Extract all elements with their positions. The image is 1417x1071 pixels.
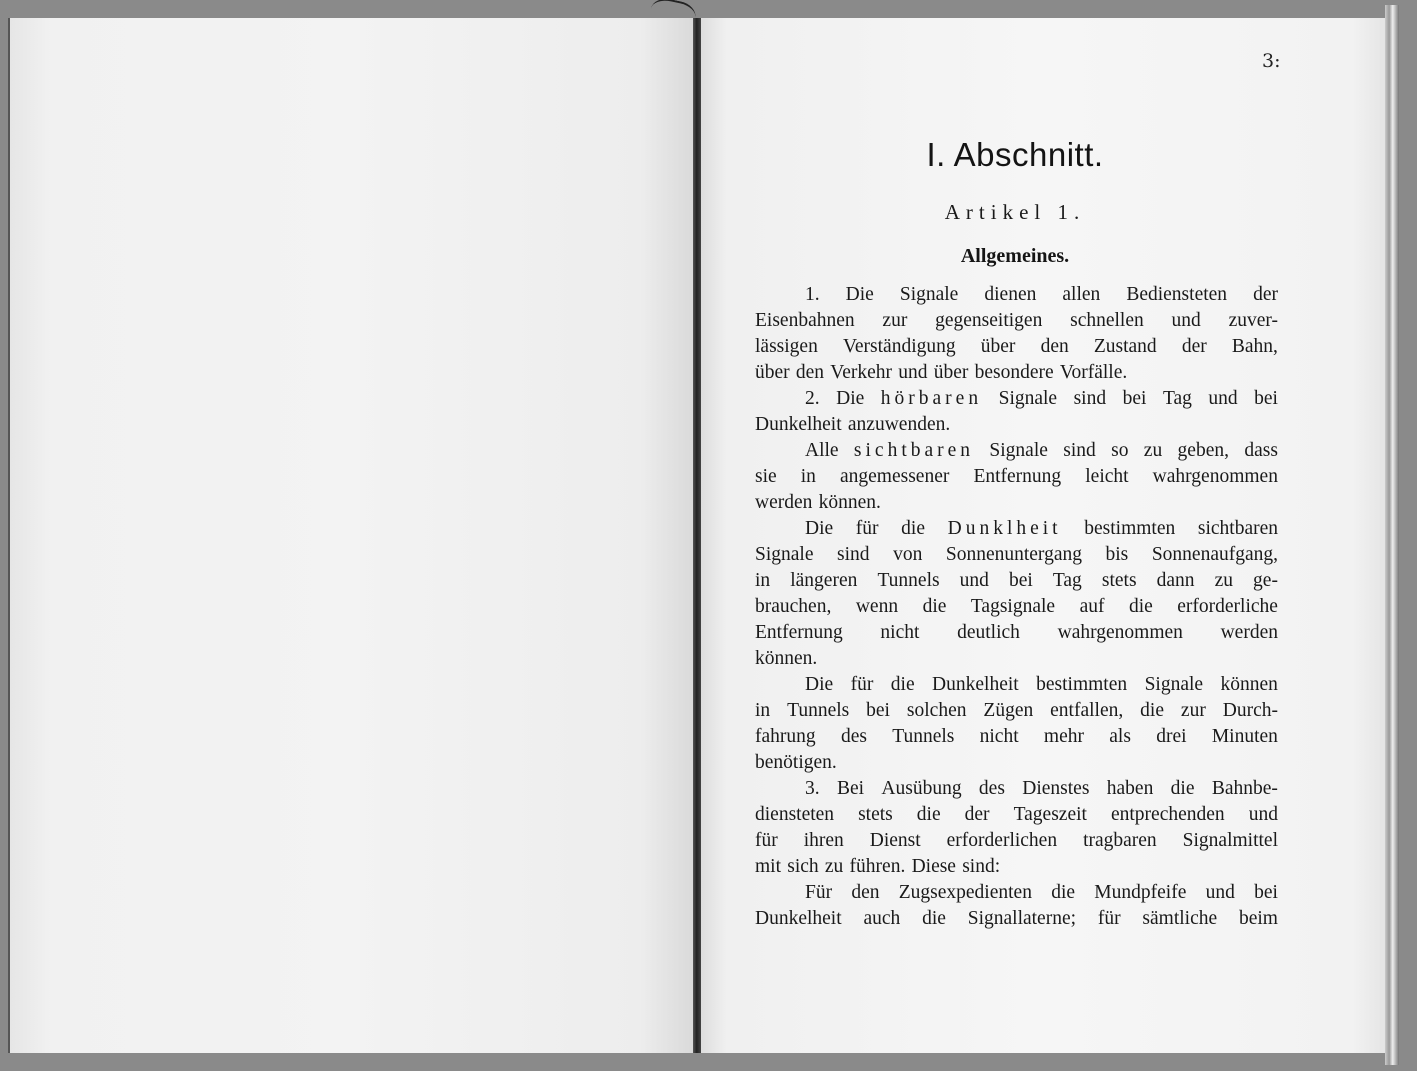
text-line: fahrung des Tunnels nicht mehr als drei Minuten: [755, 726, 1278, 747]
text-line: in längeren Tunnels und bei Tag stets dann zu ge-: [755, 570, 1278, 591]
text-line: in Tunnels bei solchen Zügen entfallen, die zur Durch-: [755, 700, 1278, 721]
text-line: Für den Zugsexpedienten die Mundpfeife und bei: [805, 882, 1278, 903]
chapter-title: I. Abschnitt.: [926, 136, 1104, 173]
text-line: diensteten stets die der Tageszeit entprechenden und: [755, 804, 1278, 825]
text-line: Dunkelheit anzuwenden.: [755, 414, 951, 435]
text-line: Dunkelheit auch die Signallaterne; für sämtliche beim: [755, 908, 1278, 929]
text-line: über den Verkehr und über besondere Vorfälle.: [755, 362, 1128, 383]
page-number: 3:: [1262, 50, 1281, 72]
text-line: lässigen Verständigung über den Zustand der Bahn,: [755, 336, 1278, 357]
page-edges: [1385, 5, 1399, 1065]
text-line: 3. Bei Ausübung des Dienstes haben die Bahnbe-: [805, 778, 1278, 799]
text-line: Alle sichtbaren Signale sind so zu geben, dass: [805, 440, 1278, 461]
left-page-blank: [8, 18, 695, 1053]
text-line: Entfernung nicht deutlich wahrgenommen werden: [755, 622, 1278, 643]
text-line: benötigen.: [755, 752, 837, 773]
text-line: Signale sind von Sonnenuntergang bis Sonnenaufgang,: [755, 544, 1278, 565]
section-title: Allgemeines.: [960, 245, 1070, 267]
text-line: werden können.: [755, 492, 881, 513]
text-line: 1. Die Signale dienen allen Bediensteten der: [805, 284, 1278, 305]
text-line: Die für die Dunkelheit bestimmten Signale können: [805, 674, 1278, 695]
text-line: 2. Die hörbaren Signale sind bei Tag und bei: [805, 388, 1278, 409]
text-line: brauchen, wenn die Tagsignale auf die erforderliche: [755, 596, 1278, 617]
body-text: [755, 282, 1278, 932]
text-line: können.: [755, 648, 818, 669]
text-line: für ihren Dienst erforderlichen tragbaren Signalmittel: [755, 830, 1278, 851]
article-title: Artikel 1.: [944, 200, 1086, 224]
text-line: Die für die Dunklheit bestimmten sichtbaren: [805, 518, 1278, 539]
text-line: Eisenbahnen zur gegenseitigen schnellen und zuver-: [755, 310, 1278, 331]
text-line: mit sich zu führen. Diese sind:: [755, 856, 1001, 877]
text-line: sie in angemessener Entfernung leicht wahrgenommen: [755, 466, 1278, 487]
